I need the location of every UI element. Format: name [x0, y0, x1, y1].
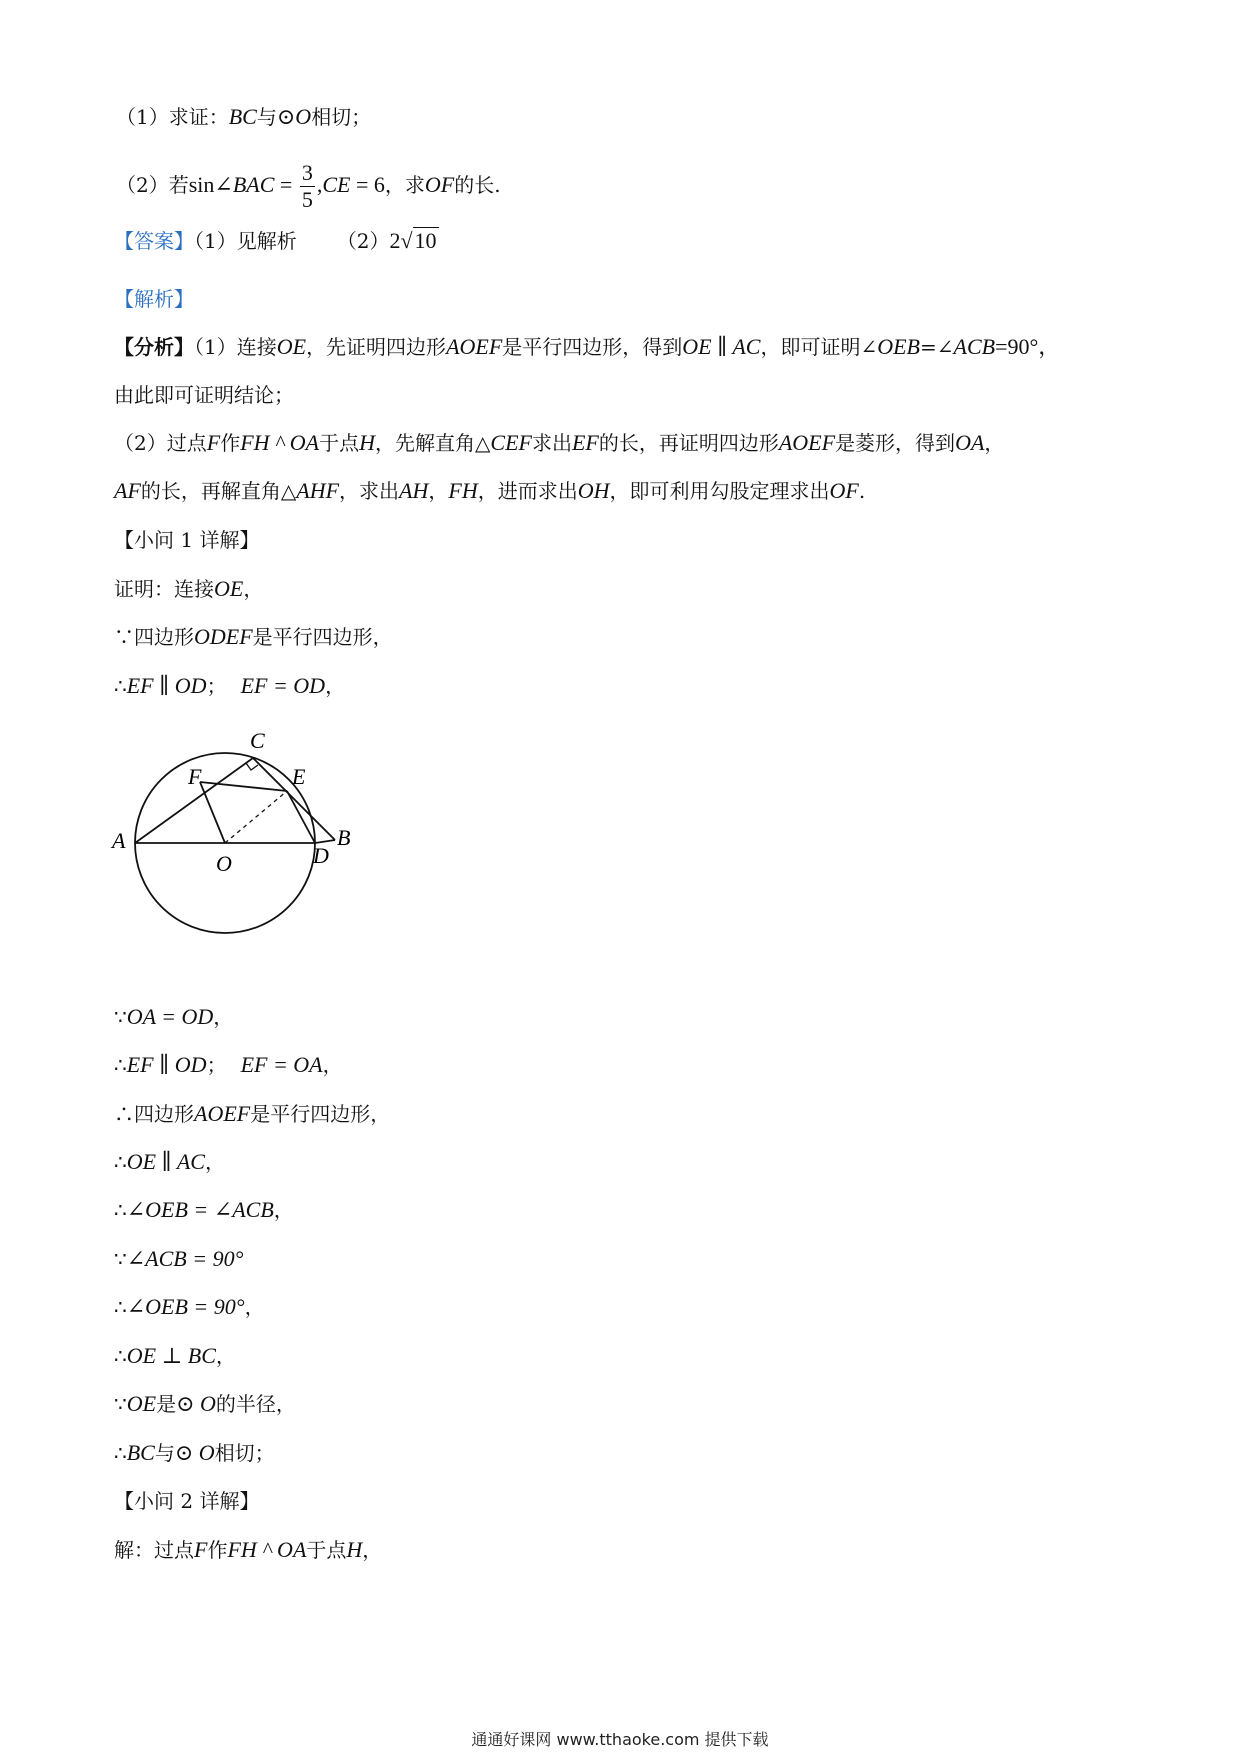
label-a: A: [112, 828, 126, 853]
analysis-line-4: [114, 477, 865, 505]
text: 作: [220, 431, 241, 455]
text: 的长，再解直角△: [140, 479, 297, 503]
text: =90°，: [995, 334, 1061, 359]
fenxi-label: 【分析】: [114, 335, 194, 359]
answer-coefficient: 2: [389, 228, 401, 253]
proof-step: [114, 1100, 390, 1128]
text: 求出: [531, 431, 572, 455]
q1-text-tangent: 相切；: [311, 105, 372, 129]
question-2: [116, 160, 501, 213]
segment-fo: [200, 782, 225, 843]
solution-line: [114, 1536, 382, 1564]
text: ，即可证明∠: [760, 335, 878, 359]
math: OA = OD: [126, 1004, 214, 1029]
sub2-label: 【小问 2 详解】: [114, 1489, 260, 1513]
math: BC: [126, 1440, 155, 1465]
proof-step: [114, 1342, 236, 1370]
right-angle-mark: [246, 763, 258, 770]
label-o: O: [216, 851, 232, 876]
question-1: [116, 103, 371, 131]
math: OE ∥ AC: [682, 334, 761, 359]
text: ∴: [114, 1344, 127, 1368]
q2-number: （2）: [116, 173, 169, 197]
text: ，: [984, 431, 1005, 455]
q1-text-with: 与: [256, 105, 277, 129]
q2-equals: =: [274, 172, 298, 197]
math: H: [346, 1537, 363, 1562]
radicand: 10: [414, 228, 437, 253]
text: ∴: [114, 1295, 127, 1319]
label-b: B: [337, 825, 351, 850]
math: ODEF: [194, 624, 253, 649]
label-d: D: [313, 843, 329, 868]
text: 证明：连接: [114, 577, 214, 601]
text: ∴四边形: [114, 1102, 194, 1126]
q2-sin: sin∠: [188, 172, 233, 197]
math: FH: [448, 478, 478, 503]
proof-step: [114, 1196, 294, 1224]
analysis-line-2: 由此即可证明结论；: [114, 383, 294, 407]
text: .: [858, 479, 866, 503]
label-f: F: [188, 764, 202, 789]
q2-math-ce: CE: [322, 172, 351, 197]
text: ，: [428, 479, 449, 503]
text: 与: [154, 1441, 175, 1465]
math: F: [206, 430, 221, 455]
q1-text: 求证：: [168, 105, 229, 129]
proof-step: [114, 1148, 225, 1176]
text: 是平行四边形，: [252, 625, 393, 649]
answer-part-1: （1）见解析: [194, 229, 297, 253]
math: OE ∥ AC: [126, 1149, 205, 1174]
fraction-numerator: 3: [301, 160, 313, 185]
text: ，: [362, 1538, 383, 1562]
label-c: C: [250, 728, 265, 753]
q2-math-of: OF: [424, 172, 455, 197]
text: ；: [206, 674, 227, 698]
math: EF ∥ OD: [126, 1052, 207, 1077]
text: 于点: [306, 1538, 347, 1562]
text: （1）连接: [194, 335, 277, 359]
fraction-denominator: 5: [301, 187, 313, 212]
proof-step: [114, 1003, 233, 1031]
math: OE: [276, 334, 307, 359]
text: 解：过点: [114, 1538, 194, 1562]
math: ⊙ O: [176, 1391, 216, 1416]
math: EF = OA: [240, 1052, 323, 1077]
q2-text-length: 的长.: [454, 173, 501, 197]
q2-math-bac: BAC: [232, 172, 275, 197]
math: OH: [577, 478, 610, 503]
circle-symbol: ⊙: [276, 104, 296, 129]
math: OF: [829, 478, 859, 503]
math: AOEF: [194, 1101, 251, 1126]
text: ；: [206, 1053, 227, 1077]
text: ，求出: [339, 479, 400, 503]
math: ∠ACB = 90°: [126, 1246, 244, 1271]
text: ∴: [114, 1053, 127, 1077]
text: ∵: [114, 1005, 127, 1029]
proof-line-a: [114, 575, 263, 603]
label-e: E: [292, 764, 306, 789]
text: ，: [325, 674, 346, 698]
text: ，即可利用勾股定理求出: [609, 479, 830, 503]
text: ∴: [114, 1441, 127, 1465]
text: ∴: [114, 674, 127, 698]
text: ，: [215, 1344, 236, 1368]
math: AHF: [296, 478, 340, 503]
proof-step: [114, 1439, 275, 1467]
math: OE: [214, 576, 244, 601]
math: F: [194, 1537, 208, 1562]
text: ，: [244, 1295, 265, 1319]
text: 作: [207, 1538, 228, 1562]
text: （2）过点: [114, 431, 207, 455]
math: EF = OD: [240, 673, 326, 698]
text: ∵四边形: [114, 625, 194, 649]
text: 的长，再证明四边形: [598, 431, 779, 455]
math: OA: [955, 430, 985, 455]
text: 于点: [319, 431, 360, 455]
text: ，: [322, 1053, 343, 1077]
text: 是: [156, 1392, 177, 1416]
text: ∵: [114, 1392, 127, 1416]
proof-step: [114, 1293, 265, 1321]
proof-line-b: [114, 623, 393, 651]
text: ∵: [114, 1247, 127, 1271]
answer-label: 【答案】: [114, 229, 194, 253]
text: ，: [204, 1150, 225, 1174]
q1-number: （1）: [116, 105, 169, 129]
q1-math-o: O: [295, 104, 312, 129]
text: ∴: [114, 1150, 127, 1174]
text: 是菱形，得到: [835, 431, 956, 455]
proof-step: [114, 1051, 343, 1079]
text: ，: [213, 1005, 234, 1029]
math: H: [359, 430, 376, 455]
math: AF: [114, 478, 141, 503]
proof-step: [114, 1245, 243, 1273]
segment-oe-dashed: [225, 791, 287, 843]
math: ⊙ O: [174, 1440, 215, 1465]
math: ∠OEB = ∠ACB: [126, 1197, 274, 1222]
text: ，先解直角△: [375, 431, 491, 455]
proof-step: [114, 1390, 296, 1418]
sub1-label: 【小问 1 详解】: [114, 528, 260, 552]
page-footer: 通通好课网 www.tthaoke.com 提供下载: [471, 1730, 769, 1749]
sqrt-10: [400, 227, 438, 255]
proof-line-c: [114, 672, 345, 700]
answer-line: [114, 227, 439, 255]
q2-text-find: ，求: [384, 173, 425, 197]
text: ，: [273, 1198, 294, 1222]
text: 相切；: [214, 1441, 275, 1465]
q2-equals-6: = 6: [350, 172, 385, 197]
math: AH: [399, 478, 429, 503]
math: EF ∥ OD: [126, 673, 207, 698]
math: OEB: [877, 334, 920, 359]
analysis-line-3: [114, 429, 1004, 457]
math: FH ^ OA: [227, 1537, 307, 1562]
text: ，先证明四边形: [306, 335, 447, 359]
geometry-figure: [110, 718, 370, 948]
q1-math-bc: BC: [228, 104, 257, 129]
sqrt-sign: √: [400, 228, 413, 253]
fraction-3-5: [300, 160, 315, 213]
text: ，进而求出: [477, 479, 578, 503]
math: AOEF: [446, 334, 503, 359]
math: ∠OEB = 90°: [126, 1294, 245, 1319]
math: CEF: [490, 430, 532, 455]
answer-part-2: （2）: [336, 229, 390, 253]
text: 的半径，: [215, 1392, 296, 1416]
text: ∴: [114, 1198, 127, 1222]
math: ACB: [953, 334, 996, 359]
analysis-label: 【解析】: [114, 287, 194, 311]
text: =∠: [920, 335, 954, 359]
math: OE: [126, 1391, 157, 1416]
text: 是平行四边形，得到: [502, 335, 683, 359]
math: OE ⊥ BC: [126, 1343, 216, 1368]
math: EF: [571, 430, 599, 455]
math: AOEF: [778, 430, 836, 455]
analysis-line-1: [114, 333, 1060, 361]
q2-comma: ,: [316, 172, 323, 197]
q2-text-if: 若: [168, 173, 189, 197]
text: 是平行四边形，: [250, 1102, 391, 1126]
math: FH ^ OA: [240, 430, 320, 455]
text: ，: [243, 577, 264, 601]
